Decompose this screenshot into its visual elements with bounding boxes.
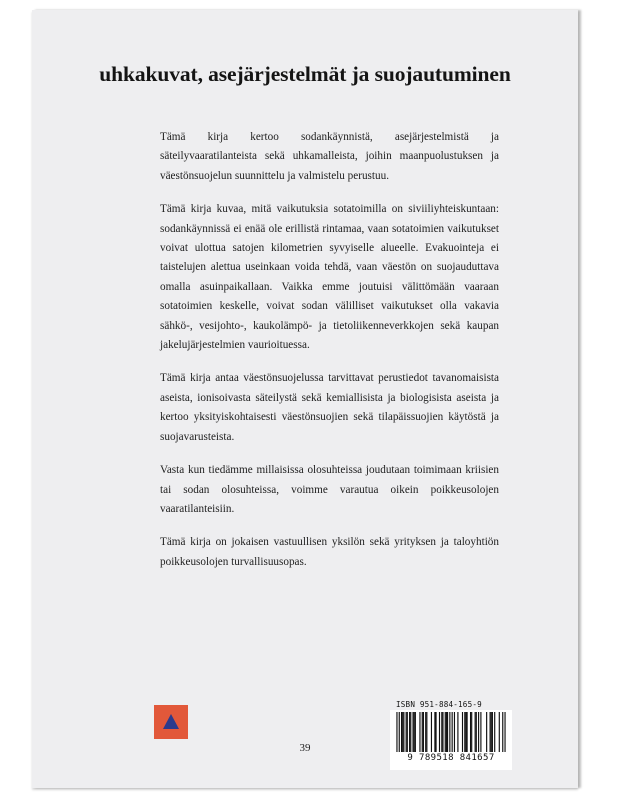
barcode-bar [442,712,443,752]
barcode-bar [492,712,493,752]
barcode-bar [454,712,455,752]
barcode-bar [462,712,463,752]
barcode-bar [465,712,466,752]
barcode-bar [457,712,458,752]
book-back-cover [32,10,578,788]
barcode-bar [406,712,407,752]
barcode-bar [439,712,440,752]
barcode-bar [476,712,477,752]
barcode-bar [490,712,491,752]
barcode-bar [494,712,495,752]
barcode-bar [475,712,476,752]
barcode-bar [499,712,500,752]
barcode-bar [491,712,492,752]
triangle-icon [163,714,179,729]
barcode-bar [467,712,468,752]
barcode [390,710,512,770]
barcode-bar [423,712,424,752]
blurb [160,128,499,586]
barcode-bar [486,712,487,752]
barcode-bar [504,712,505,752]
barcode-bar [410,712,411,752]
barcode-bar [478,712,479,752]
barcode-bar [422,712,423,752]
barcode-bar [446,712,447,752]
barcode-bar [402,712,403,752]
blurb-paragraph-2: Tämä kirja kuvaa, mitä vaikutuksia sotatoimilla on siviiliyhteiskuntaan: sodankäynnissä ei enää ole erillistä rintamaa, vaan sotatoimien vaikutukset voivat ulottua satojen kilometrien syvyiselle alueelle. Evakuointeja ei taistelujen alettua useinkaan voida tehdä, vaan väestön on suojauduttava omalla asuinpaikallaan. Vaikka emme joutuisi välittömään vaaraan sotatoimien keskelle, voivat sodan välilliset vaikutukset olla vakavia sähkö-, vesijohto-, kaukolämpö- ja tietoliikenneverkkojen sekä kaupan jakelujärjestelmien vaurioituessa. [160,203,499,352]
book-title: uhkakuvat, asejärjestelmät ja suojautuminen [99,62,511,86]
page-number: 39 [299,742,311,754]
barcode-bar [399,712,400,752]
barcode-bar [426,712,427,752]
civil-defence-emblem-icon [154,705,188,739]
barcode-bar [452,712,453,752]
barcode-bar [435,712,436,752]
barcode-bar [412,712,413,752]
barcode-bar [407,712,408,752]
barcode-bar [396,712,397,752]
barcode-bar [419,712,420,752]
barcode-bar [441,712,442,752]
isbn-label: ISBN 951-884-165-9 [396,700,482,709]
barcode-bar [415,712,416,752]
barcode-bar [403,712,404,752]
barcode-bars [390,710,512,754]
blurb-paragraph-3: Tämä kirja antaa väestönsuojelussa tarvittavat perustiedot tavanomaisista aseista, ionisoivasta säteilystä sekä kemiallisista ja biologisista aseista ja kertoo yksityiskohtaisesti väestönsuojien sekä tilapäissuojien käytöstä ja suojavarusteista. [160,372,499,443]
blurb-paragraph-5: Tämä kirja on jokaisen vastuullisen yksilön sekä yrityksen ja taloyhtiön poikkeusolojen turvallisuusopas. [160,536,499,568]
barcode-bar [425,712,426,752]
barcode-bar [502,712,503,752]
barcode-bar [464,712,465,752]
barcode-bar [471,712,472,752]
barcode-bar [431,712,432,752]
barcode-bar [414,712,415,752]
barcode-bar [401,712,402,752]
blurb-paragraph-4: Vasta kun tiedämme millaisissa olosuhteissa joudutaan toimimaan kriisien tai sodan olosuhteissa, voimme varautua oikein poikkeusolojen vaaratilanteisiin. [160,464,499,515]
barcode-bar [470,712,471,752]
barcode-bar [480,712,481,752]
barcode-bar [445,712,446,752]
barcode-bar [449,712,450,752]
barcode-bar [409,712,410,752]
barcode-bar [434,712,435,752]
barcode-bar [447,712,448,752]
blurb-paragraph-1: Tämä kirja kertoo sodankäynnistä, asejärjestelmistä ja säteilyvaaratilanteista sekä uhkamalleista, joihin maanpuolustuksen ja väestönsuojelun suunnittelu ja valmistelu perustuu. [160,131,499,182]
barcode-digits: 9 789518 841657 [407,753,495,763]
